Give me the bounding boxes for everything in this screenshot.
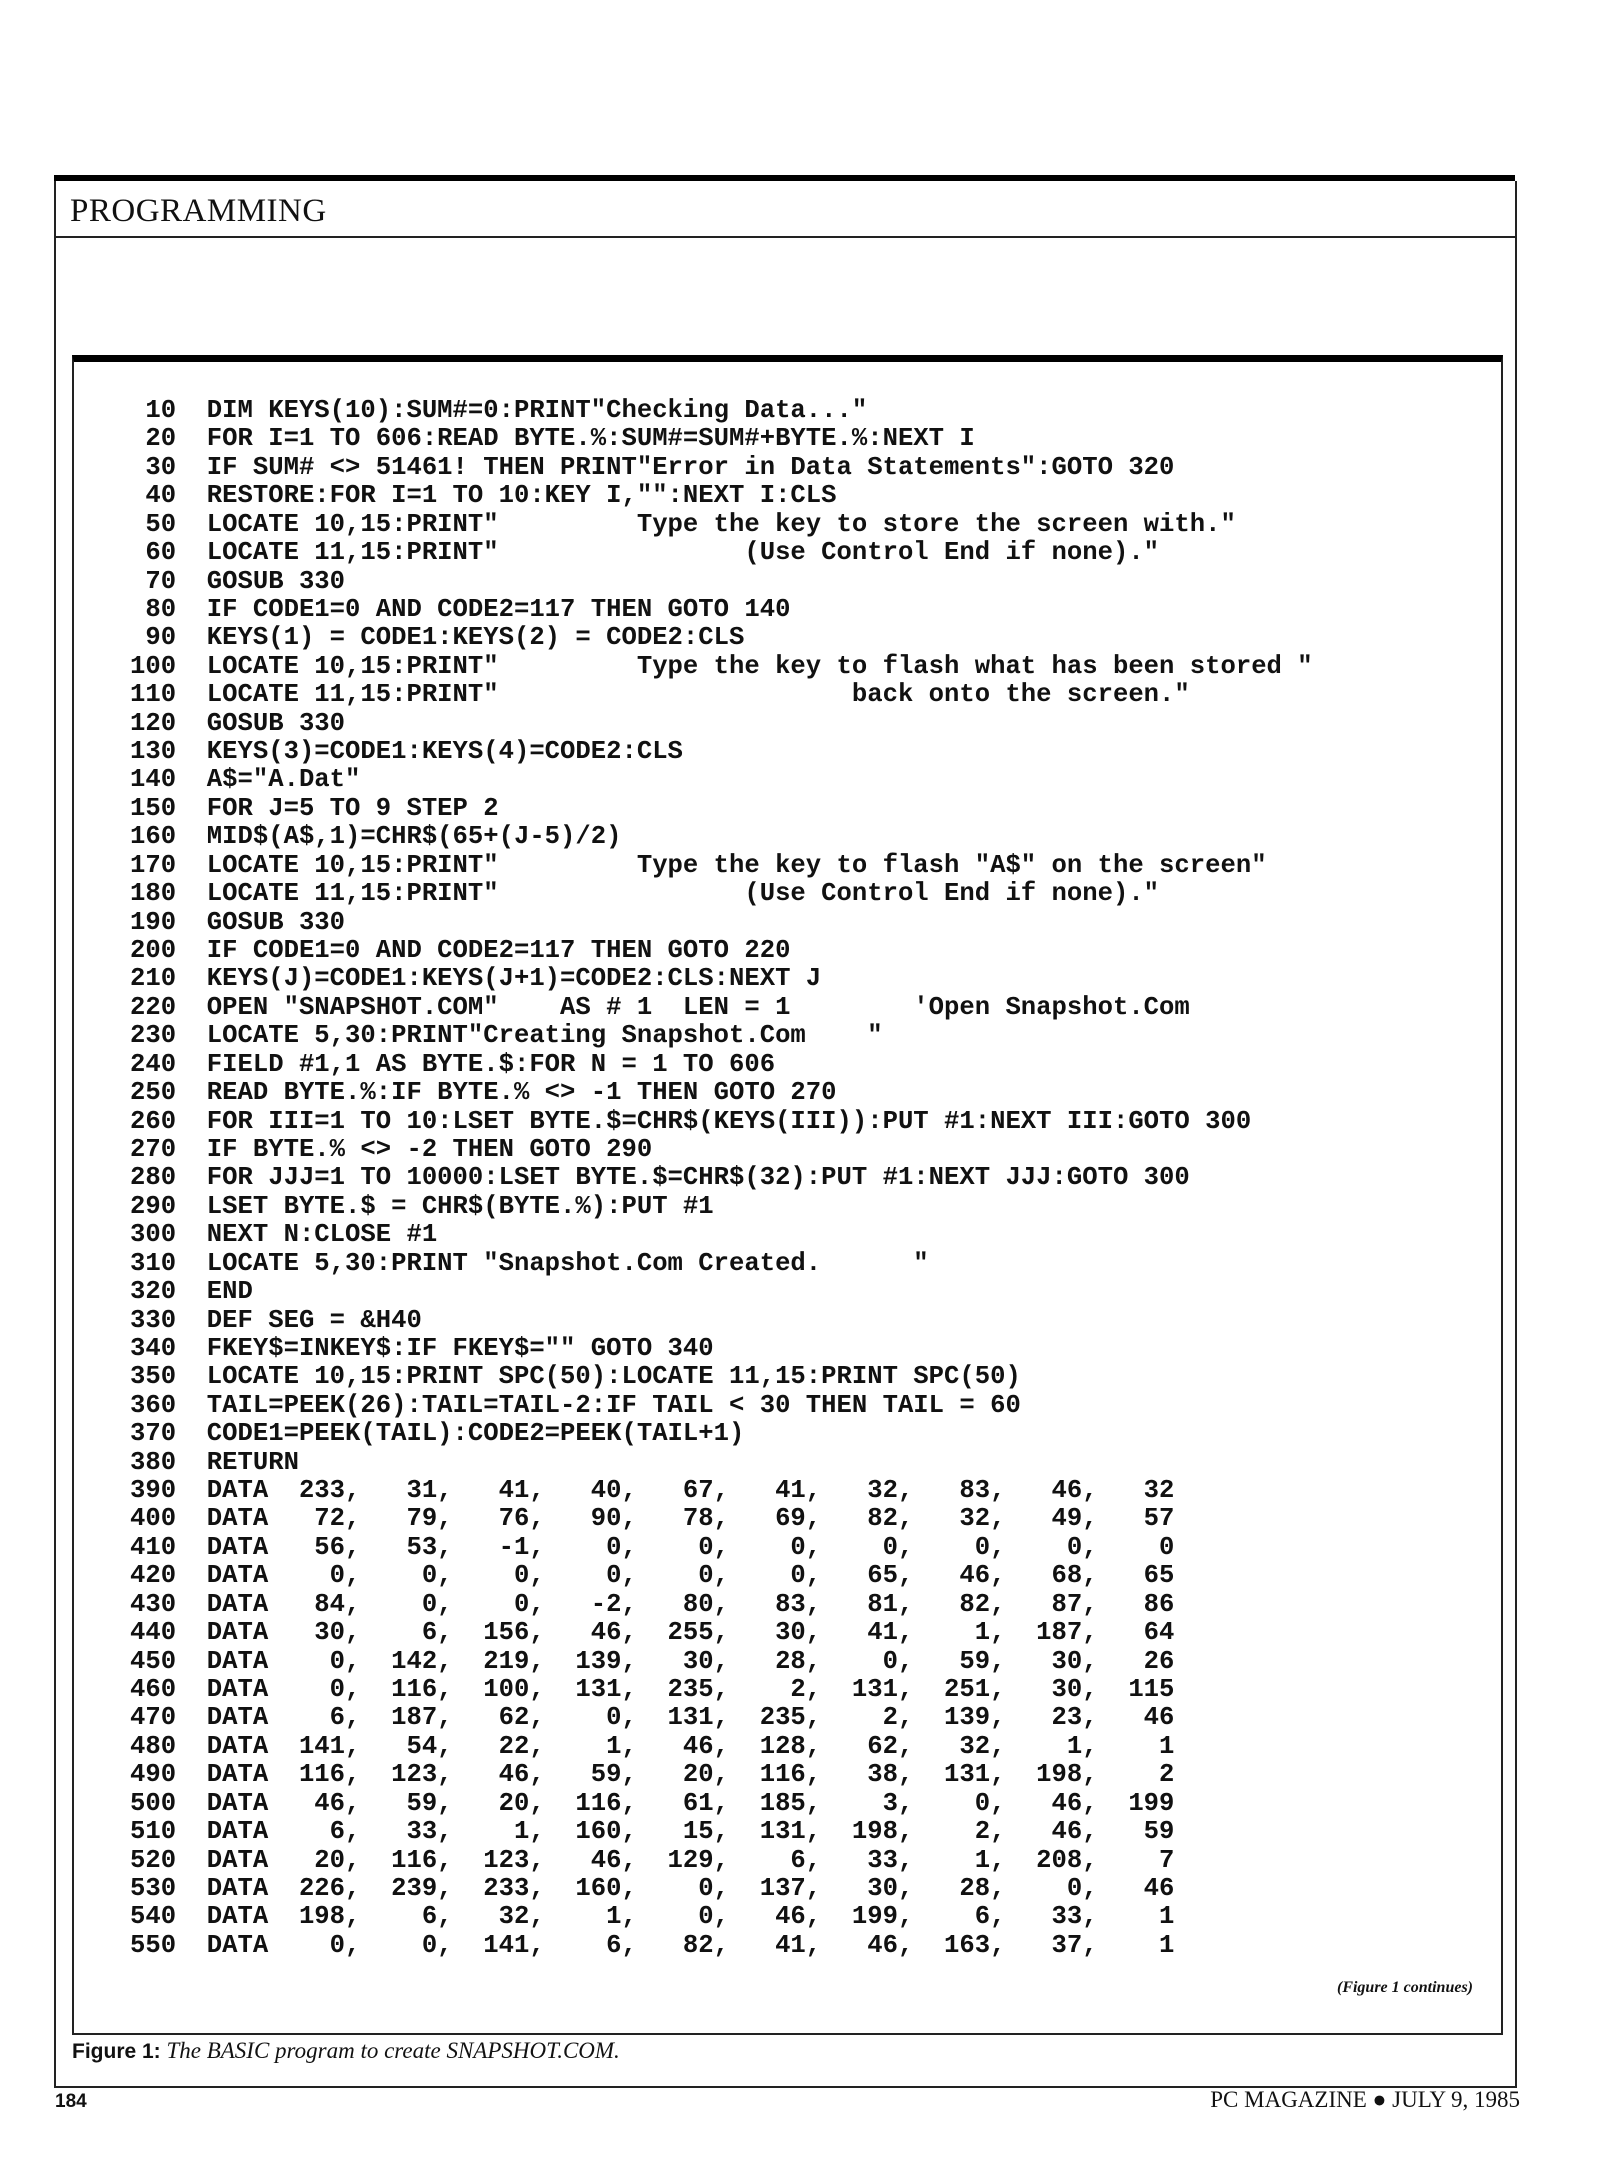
code-line: 20 FOR I=1 TO 606:READ BYTE.%:SUM#=SUM#+BYTE.%:NEXT I — [130, 424, 975, 454]
code-line: 350 LOCATE 10,15:PRINT SPC(50):LOCATE 11,15:PRINT SPC(50) — [130, 1362, 1021, 1392]
code-line: 60 LOCATE 11,15:PRINT" (Use Control End if none)." — [130, 538, 1160, 568]
code-line: 250 READ BYTE.%:IF BYTE.% <> -1 THEN GOTO 270 — [130, 1078, 837, 1108]
code-line: 410 DATA 56, 53, -1, 0, 0, 0, 0, 0, 0, 0 — [130, 1532, 1175, 1562]
figure-caption — [72, 2038, 620, 2064]
code-line: 520 DATA 20, 116, 123, 46, 129, 6, 33, 1, 208, 7 — [130, 1845, 1175, 1875]
code-line: 50 LOCATE 10,15:PRINT" Type the key to store the screen with." — [130, 509, 1236, 539]
code-line: 120 GOSUB 330 — [130, 708, 346, 738]
code-line: 510 DATA 6, 33, 1, 160, 15, 131, 198, 2, 46, 59 — [130, 1817, 1175, 1847]
code-line: 150 FOR J=5 TO 9 STEP 2 — [130, 793, 499, 823]
code-line: 390 DATA 233, 31, 41, 40, 67, 41, 32, 83, 46, 32 — [130, 1476, 1175, 1506]
code-line: 10 DIM KEYS(10):SUM#=0:PRINT"Checking Data..." — [130, 396, 868, 425]
code-line: 480 DATA 141, 54, 22, 1, 46, 128, 62, 32, 1, 1 — [130, 1731, 1175, 1761]
code-line: 370 CODE1=PEEK(TAIL):CODE2=PEEK(TAIL+1) — [130, 1419, 745, 1449]
code-line: 420 DATA 0, 0, 0, 0, 0, 0, 65, 46, 68, 65 — [130, 1561, 1175, 1591]
code-line: 400 DATA 72, 79, 76, 90, 78, 69, 82, 32, 49, 57 — [130, 1504, 1175, 1534]
code-line: 440 DATA 30, 6, 156, 46, 255, 30, 41, 1, 187, 64 — [130, 1618, 1175, 1648]
code-line: 170 LOCATE 10,15:PRINT" Type the key to flash "A$" on the screen" — [130, 850, 1267, 880]
code-line: 40 RESTORE:FOR I=1 TO 10:KEY I,"":NEXT I:CLS — [130, 481, 837, 511]
page-number: 184 — [55, 2091, 87, 2112]
code-line: 240 FIELD #1,1 AS BYTE.$:FOR N = 1 TO 606 — [130, 1049, 776, 1079]
code-line: 140 A$="A.Dat" — [130, 765, 361, 795]
code-line: 450 DATA 0, 142, 219, 139, 30, 28, 0, 59, 30, 26 — [130, 1646, 1175, 1676]
code-line: 540 DATA 198, 6, 32, 1, 0, 46, 199, 6, 33, 1 — [130, 1902, 1175, 1932]
code-line: 340 FKEY$=INKEY$:IF FKEY$="" GOTO 340 — [130, 1333, 714, 1363]
code-line: 470 DATA 6, 187, 62, 0, 131, 235, 2, 139, 23, 46 — [130, 1703, 1175, 1733]
publication-footer: PC MAGAZINE ● JULY 9, 1985 — [1210, 2087, 1520, 2112]
code-line: 530 DATA 226, 239, 233, 160, 0, 137, 30, 28, 0, 46 — [130, 1873, 1175, 1903]
code-line: 200 IF CODE1=0 AND CODE2=117 THEN GOTO 220 — [130, 936, 791, 966]
code-line: 180 LOCATE 11,15:PRINT" (Use Control End if none)." — [130, 879, 1160, 909]
code-line: 310 LOCATE 5,30:PRINT "Snapshot.Com Created. " — [130, 1248, 929, 1278]
code-line: 230 LOCATE 5,30:PRINT"Creating Snapshot.Com " — [130, 1021, 883, 1051]
code-line: 330 DEF SEG = &H40 — [130, 1305, 422, 1335]
code-line: 90 KEYS(1) = CODE1:KEYS(2) = CODE2:CLS — [130, 623, 745, 653]
code-line: 460 DATA 0, 116, 100, 131, 235, 2, 131, 251, 30, 115 — [130, 1674, 1175, 1704]
code-line: 220 OPEN "SNAPSHOT.COM" AS # 1 LEN = 1 'Open Snapshot.Com — [130, 992, 1190, 1022]
code-line: 500 DATA 46, 59, 20, 116, 61, 185, 3, 0, 46, 199 — [130, 1788, 1175, 1818]
code-line: 550 DATA 0, 0, 141, 6, 82, 41, 46, 163, 37, 1 — [130, 1930, 1175, 1960]
code-line: 130 KEYS(3)=CODE1:KEYS(4)=CODE2:CLS — [130, 737, 683, 767]
code-line: 190 GOSUB 330 — [130, 907, 346, 937]
code-line: 70 GOSUB 330 — [130, 566, 346, 596]
section-title: PROGRAMMING — [70, 193, 327, 229]
code-line: 80 IF CODE1=0 AND CODE2=117 THEN GOTO 140 — [130, 594, 791, 624]
code-line: 280 FOR JJJ=1 TO 10000:LSET BYTE.$=CHR$(32):PUT #1:NEXT JJJ:GOTO 300 — [130, 1163, 1190, 1193]
code-line: 210 KEYS(J)=CODE1:KEYS(J+1)=CODE2:CLS:NEXT J — [130, 964, 822, 994]
caption-text: The BASIC program to create SNAPSHOT.COM. — [166, 2038, 620, 2063]
code-line: 270 IF BYTE.% <> -2 THEN GOTO 290 — [130, 1134, 653, 1164]
code-line: 160 MID$(A$,1)=CHR$(65+(J-5)/2) — [130, 822, 622, 852]
code-line: 380 RETURN — [130, 1447, 299, 1477]
code-line: 260 FOR III=1 TO 10:LSET BYTE.$=CHR$(KEYS(III)):PUT #1:NEXT III:GOTO 300 — [130, 1106, 1252, 1136]
code-line: 110 LOCATE 11,15:PRINT" back onto the screen." — [130, 680, 1190, 710]
section-divider — [56, 236, 1515, 238]
code-line: 430 DATA 84, 0, 0, -2, 80, 83, 81, 82, 87, 86 — [130, 1589, 1175, 1619]
code-line: 100 LOCATE 10,15:PRINT" Type the key to flash what has been stored " — [130, 651, 1313, 681]
code-line: 320 END — [130, 1277, 253, 1307]
basic-listing — [130, 397, 1313, 1960]
code-line: 290 LSET BYTE.$ = CHR$(BYTE.%):PUT #1 — [130, 1191, 714, 1221]
caption-label: Figure 1: — [72, 2040, 161, 2063]
code-line: 360 TAIL=PEEK(26):TAIL=TAIL-2:IF TAIL < 30 THEN TAIL = 60 — [130, 1390, 1021, 1420]
code-line: 300 NEXT N:CLOSE #1 — [130, 1220, 438, 1250]
figure-continues-note: (Figure 1 continues) — [1336, 1979, 1473, 1996]
code-line: 30 IF SUM# <> 51461! THEN PRINT"Error in Data Statements":GOTO 320 — [130, 452, 1175, 482]
code-line: 490 DATA 116, 123, 46, 59, 20, 116, 38, 131, 198, 2 — [130, 1760, 1175, 1790]
